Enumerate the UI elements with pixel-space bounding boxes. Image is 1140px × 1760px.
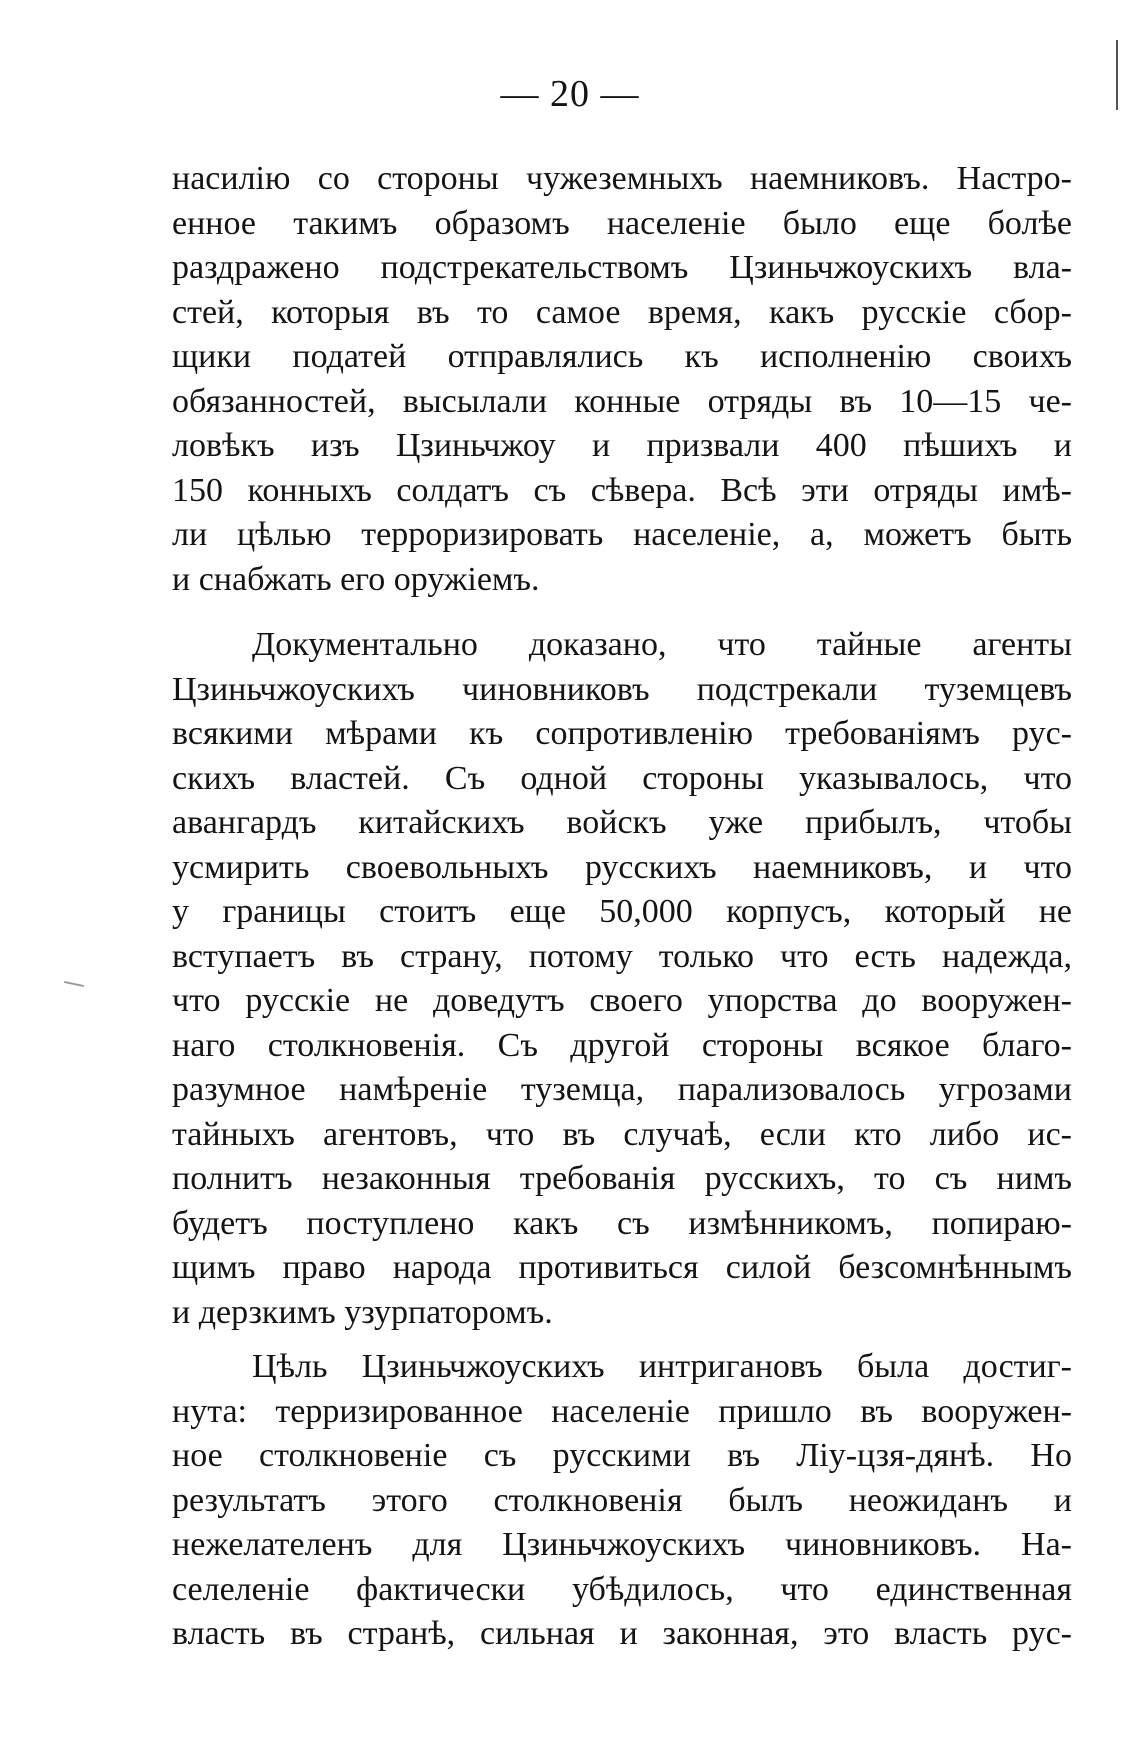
text-line: что русскіе не доведутъ своего упорства до вооружен- (172, 982, 1072, 1019)
text-line: щимъ право народа противиться силой безсомнѣннымъ (172, 1249, 1072, 1286)
text-line: тайныхъ агентовъ, что въ случаѣ, если кто либо ис- (172, 1115, 1072, 1153)
text-line: ловѣкъ изъ Цзиньчжоу и призвали 400 пѣшихъ и (172, 427, 1072, 464)
text-line: разумное намѣреніе туземца, парализовалось угрозами (172, 1071, 1072, 1108)
stray-scan-mark (64, 981, 84, 987)
text-line: ли цѣлью терроризировать населеніе, а, можетъ быть (172, 516, 1072, 553)
text-line: наго столкновенія. Съ другой стороны всякое благо- (172, 1026, 1072, 1064)
paragraph-1 (172, 157, 1072, 602)
text-line: селеленіе фактически убѣдилось, что единственная (172, 1570, 1072, 1608)
text-line: усмирить своевольныхъ русскихъ наемниковъ, и что (172, 848, 1072, 886)
text-line: раздражено подстрекательствомъ Цзиньчжоускихъ вла- (172, 249, 1072, 286)
text-line: всякими мѣрами къ сопротивленію требованіямъ рус- (172, 715, 1072, 752)
page-number: — 20 — (500, 73, 640, 115)
paragraph-3 (172, 1345, 1072, 1657)
text-line: Цѣль Цзиньчжоускихъ интригановъ была достиг- (252, 1348, 1072, 1385)
text-line: скихъ властей. Съ одной стороны указывалось, что (172, 759, 1072, 797)
text-line: стей, которыя въ то самое время, какъ русскіе сбор- (172, 293, 1072, 331)
text-line: и снабжать его оружіемъ. (172, 560, 540, 598)
text-line: обязанностей, высылали конные отряды въ 10—15 че- (172, 382, 1072, 420)
text-line: будетъ поступлено какъ съ измѣнникомъ, попираю- (172, 1204, 1072, 1242)
text-line: нута: терризированное населеніе пришло въ вооружен- (172, 1392, 1072, 1430)
text-line: енное такимъ образомъ населеніе было еще болѣе (172, 204, 1072, 242)
text-line: полнитъ незаконныя требованія русскихъ, то съ нимъ (172, 1160, 1072, 1197)
text-line: результатъ этого столкновенія былъ неожиданъ и (172, 1481, 1072, 1519)
paragraph-2 (172, 623, 1072, 1335)
text-line: и дерзкимъ узурпаторомъ. (172, 1293, 553, 1331)
text-line: Документально доказано, что тайные агенты (252, 626, 1072, 663)
text-line: у границы стоитъ еще 50,000 корпусъ, который не (172, 893, 1072, 930)
text-line: насилію со стороны чужеземныхъ наемниковъ. Настро- (172, 160, 1072, 197)
text-line: вступаетъ въ страну, потому только что есть надежда, (172, 937, 1072, 975)
text-line: щики податей отправлялись къ исполненію своихъ (172, 338, 1072, 375)
text-line: власть въ странѣ, сильная и законная, это власть рус- (172, 1615, 1072, 1652)
text-line: нежелателенъ для Цзиньчжоускихъ чиновниковъ. На- (172, 1526, 1072, 1563)
text-line: Цзиньчжоускихъ чиновниковъ подстрекали туземцевъ (172, 670, 1072, 708)
text-line: авангардъ китайскихъ войскъ уже прибылъ, чтобы (172, 804, 1072, 841)
text-line: ное столкновеніе съ русскими въ Ліу-цзя-дянѣ. Но (172, 1437, 1072, 1474)
text-line: 150 конныхъ солдатъ съ сѣвера. Всѣ эти отряды имѣ- (172, 471, 1072, 509)
